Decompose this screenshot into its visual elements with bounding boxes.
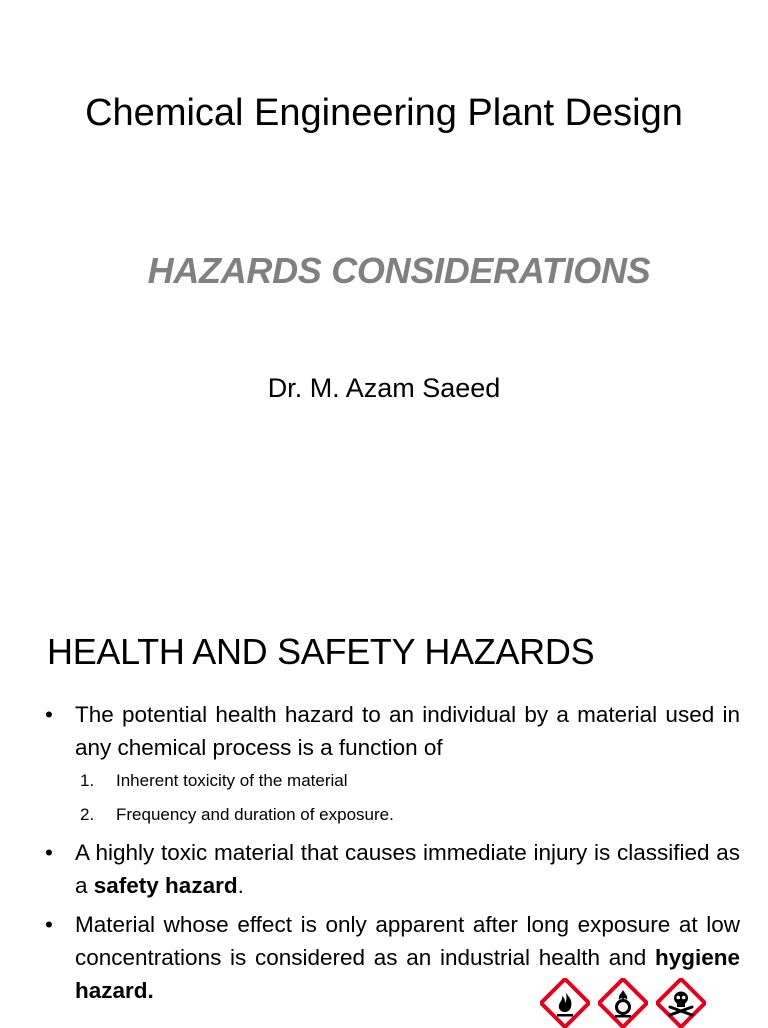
bullet-text-part: Material whose effect is only apparent after long exposure at low concentrations is considered as an industrial health and: [75, 912, 740, 970]
flammable-pictogram-icon: [540, 978, 590, 1028]
slide-subtitle: HAZARDS CONSIDERATIONS: [147, 250, 651, 291]
section-heading: HEALTH AND SAFETY HAZARDS: [47, 631, 595, 672]
bullet-icon: •: [45, 702, 53, 727]
item-number: 1.: [80, 771, 95, 790]
numbered-item: [80, 804, 394, 826]
bullet-text: [75, 836, 740, 902]
item-number: 2.: [80, 805, 95, 824]
bullet-bold-term: safety hazard: [93, 873, 238, 898]
bullet-icon: •: [45, 912, 53, 937]
item-text: Inherent toxicity of the material: [116, 771, 348, 790]
numbered-item: [80, 770, 348, 792]
bullet-text-part: .: [237, 873, 244, 898]
oxidizer-pictogram-icon: [598, 978, 648, 1028]
slide-title: Chemical Engineering Plant Design: [85, 92, 683, 134]
item-text: Frequency and duration of exposure.: [116, 805, 394, 824]
bullet-bold-term: hygiene hazard.: [75, 945, 740, 1003]
toxic-skull-pictogram-icon: [656, 978, 706, 1028]
ghs-pictograms: [540, 978, 720, 1026]
author-name: Dr. M. Azam Saeed: [267, 373, 501, 403]
bullet-icon: •: [45, 840, 53, 865]
bullet-text: The potential health hazard to an individual by a material used in any chemical process is a function of: [75, 702, 740, 760]
bullet-text-part: A highly toxic material that causes immediate injury is classified as a: [75, 840, 740, 898]
bullet-item: [45, 836, 740, 902]
bullet-item: [45, 698, 740, 764]
